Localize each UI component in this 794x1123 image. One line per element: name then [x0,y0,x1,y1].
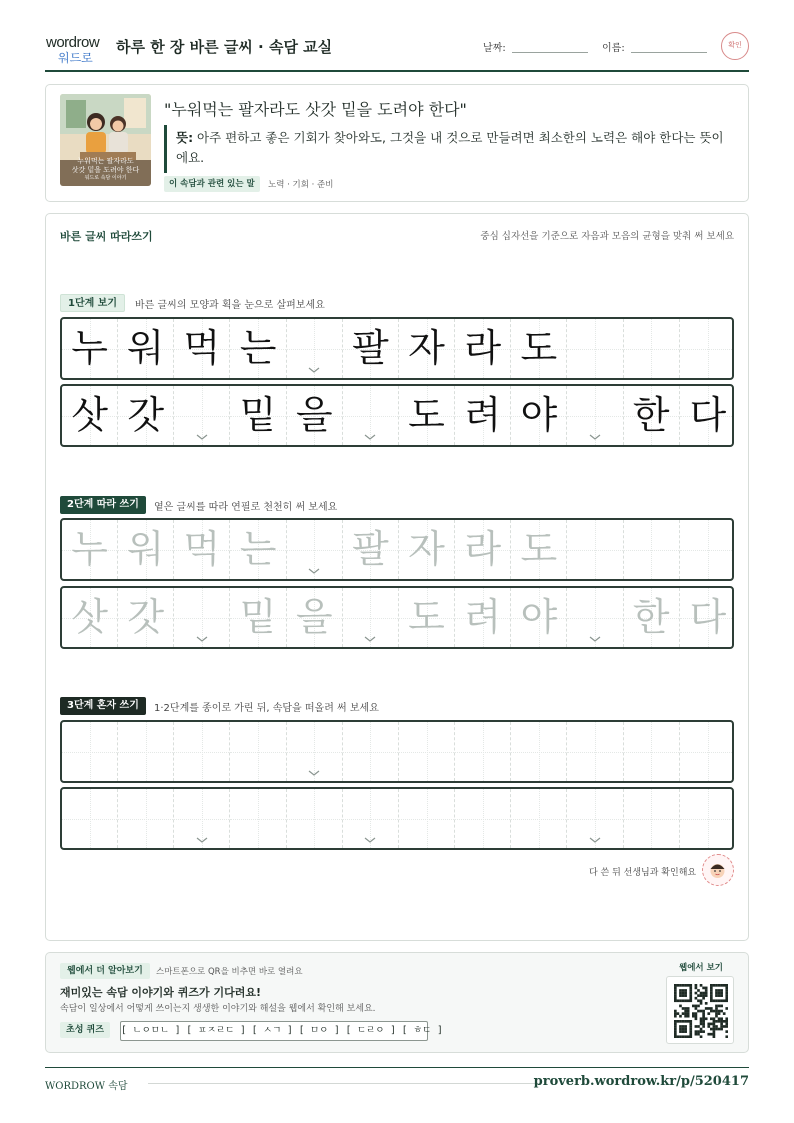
practice-glyph: 을 [295,594,333,639]
grid-cell[interactable] [230,722,286,781]
grid-cell [567,319,623,378]
caption-line-3: 워드로 속담 이야기 [84,175,127,181]
grid-cell[interactable] [118,789,174,848]
practice-glyph: 삿 [71,594,108,639]
name-label: 이름: [602,43,625,54]
grid-cell[interactable] [287,789,343,848]
grid-cell[interactable] [62,789,118,848]
practice-glyph: 려 [464,594,502,639]
related-words: 노력 · 기회 · 준비 [268,180,334,190]
space-mark-icon [364,434,376,440]
grid-cell[interactable] [455,588,511,647]
practice-glyph: 한 [632,392,670,437]
chosung-quiz: [ ㄴㅇㅁㄴ ] [ ㅍㅈㄹㄷ ] [ ㅅㄱ ] [ ㅁㅇ ] [ ㄷㄹㅇ ] [ ㅎㄷ ] [120,1021,428,1041]
logo-korean: 워드로 [58,51,93,65]
step-3-row-1[interactable] [60,720,734,783]
illustration-caption [60,157,151,182]
space-mark-icon [196,636,208,642]
practice-glyph: 자 [408,526,445,571]
grid-cell[interactable] [455,722,511,781]
grid-cell [62,319,118,378]
practice-glyph: 야 [520,594,558,639]
practice-glyph: 갓 [127,392,165,437]
grid-cell [343,319,399,378]
qr-code[interactable] [666,976,734,1044]
grid-cell [680,319,734,378]
grid-cell [624,319,680,378]
teacher-check-note: 다 쓴 뒤 선생님과 확인해요 [589,868,697,878]
space-mark-icon [589,837,601,843]
grid-cell[interactable] [343,722,399,781]
grid-cell[interactable] [567,588,623,647]
grid-cell [511,386,567,445]
grid-cell [118,386,174,445]
grid-cell[interactable] [174,520,230,579]
grid-cell[interactable] [399,789,455,848]
step-3-description: 1·2단계를 종이로 가린 뒤, 속담을 떠올려 써 보세요 [154,703,379,714]
grid-cell[interactable] [230,520,286,579]
practice-glyph: 는 [239,526,277,571]
step-1-description: 바른 글씨의 모양과 획을 눈으로 살펴보세요 [135,300,325,311]
grid-cell[interactable] [511,789,567,848]
grid-cell[interactable] [118,588,174,647]
practice-glyph: 라 [464,526,502,571]
practice-glyph: 누 [71,325,108,370]
grid-cell [567,386,623,445]
grid-cell[interactable] [399,520,455,579]
practice-glyph: 라 [464,325,502,370]
space-mark-icon [196,837,208,843]
grid-cell[interactable] [343,588,399,647]
grid-cell[interactable] [343,789,399,848]
space-mark-icon [589,434,601,440]
space-mark-icon [364,837,376,843]
practice-glyph: 다 [689,594,727,639]
worksheet-title: 하루 한 장 바른 글씨 · 속담 교실 [116,38,333,56]
practice-glyph: 도 [408,594,445,639]
grid-cell[interactable] [399,588,455,647]
space-mark-icon [308,367,320,373]
grid-cell[interactable] [624,789,680,848]
grid-cell [399,386,455,445]
grid-cell[interactable] [680,789,734,848]
step-2-row-1[interactable] [60,518,734,581]
grid-cell [455,386,511,445]
step-3-row-2[interactable] [60,787,734,850]
date-label: 날짜: [483,43,506,54]
proverb-illustration [60,94,151,186]
grid-cell [511,319,567,378]
grid-cell[interactable] [287,588,343,647]
grid-cell[interactable] [511,588,567,647]
grid-cell[interactable] [511,722,567,781]
practice-glyph: 팔 [352,526,389,571]
practice-glyph: 워 [127,526,165,571]
check-stamp-icon: 확인 [721,32,749,60]
meaning-accent-bar [164,125,167,173]
grid-cell [230,386,286,445]
space-mark-icon [308,770,320,776]
practice-glyph: 도 [520,325,558,370]
practice-glyph: 밑 [239,392,277,437]
step-3-badge: 3단계 혼자 쓰기 [60,697,146,715]
practice-glyph: 한 [632,594,670,639]
practice-glyph: 워 [127,325,165,370]
practice-glyph: 누 [71,526,108,571]
web-more-badge: 웹에서 더 알아보기 [60,963,150,979]
practice-glyph: 려 [464,392,502,437]
grid-cell[interactable] [624,588,680,647]
grid-cell[interactable] [118,520,174,579]
grid-cell[interactable] [680,520,734,579]
grid-cell[interactable] [287,722,343,781]
grid-cell[interactable] [230,588,286,647]
step-2-badge: 2단계 따라 쓰기 [60,496,146,514]
grid-cell[interactable] [511,520,567,579]
practice-glyph: 을 [295,392,333,437]
practice-glyph: 먹 [183,526,221,571]
practice-glyph: 는 [239,325,277,370]
step-1-row-2 [60,384,734,447]
grid-cell[interactable] [680,588,734,647]
space-mark-icon [589,636,601,642]
proverb-meaning [176,128,724,168]
grid-cell[interactable] [624,520,680,579]
qr-hint: 스마트폰으로 QR을 비추면 바로 열려요 [156,967,303,977]
grid-cell[interactable] [174,588,230,647]
grid-cell[interactable] [118,722,174,781]
grid-cell [343,386,399,445]
proverb-card [45,84,749,202]
caption-line-2: 삿갓 밑을 도려야 한다 [71,166,140,174]
meaning-text: 아주 편하고 좋은 기회가 찾아와도, 그것을 내 것으로 만들려면 최소한의 노력은 해야 한다는 뜻이에요. [176,130,724,165]
qr-code-icon [674,984,728,1038]
practice-glyph: 다 [689,392,727,437]
grid-cell[interactable] [567,722,623,781]
grid-cell[interactable] [287,520,343,579]
handwriting-practice [45,213,749,941]
web-subtext: 속담이 일상에서 어떻게 쓰이는지 생생한 이야기와 해설을 웹에서 확인해 보세요. [60,1004,376,1014]
chosung-quiz-label: 초성 퀴즈 [60,1022,110,1038]
grid-cell [174,319,230,378]
grid-cell [399,319,455,378]
grid-cell[interactable] [567,520,623,579]
space-mark-icon [364,636,376,642]
step-1-badge: 1단계 보기 [60,294,125,312]
qr-label: 웹에서 보기 [679,963,724,973]
meaning-label: 뜻: [176,130,194,145]
practice-glyph: 야 [520,392,558,437]
practice-glyph: 삿 [71,392,108,437]
grid-cell [174,386,230,445]
step-2-row-2[interactable] [60,586,734,649]
grid-cell [455,319,511,378]
practice-title: 바른 글씨 따라쓰기 [60,230,153,243]
related-words-badge: 이 속담과 관련 있는 말 [164,176,260,192]
practice-glyph: 도 [408,392,445,437]
wordrow-logo [45,34,109,64]
grid-cell[interactable] [62,722,118,781]
practice-glyph: 먹 [183,325,221,370]
footer-brand: WORDROW 속담 [45,1081,128,1092]
footer-rule [148,1083,540,1084]
grid-cell[interactable] [680,722,734,781]
web-more-section [45,952,749,1053]
step-1-row-1 [60,317,734,380]
practice-glyph: 갓 [127,594,165,639]
grid-cell [680,386,734,445]
caption-line-1: 누워먹는 팔자라도 [77,157,134,165]
grid-cell[interactable] [399,722,455,781]
grid-cell [287,319,343,378]
grid-cell[interactable] [174,789,230,848]
date-field[interactable] [512,52,588,53]
logo-wordmark: wordrow [46,34,100,51]
space-mark-icon [196,434,208,440]
practice-glyph: 자 [408,325,445,370]
grid-cell [230,319,286,378]
practice-glyph: 팔 [352,325,389,370]
step-2-description: 옅은 글씨를 따라 연필로 천천히 써 보세요 [154,502,338,513]
practice-glyph: 도 [520,526,558,571]
grid-cell[interactable] [567,789,623,848]
grid-cell [287,386,343,445]
teacher-stamp-icon [702,854,734,886]
practice-note: 중심 십자선을 기준으로 자음과 모음의 균형을 맞춰 써 보세요 [480,231,734,242]
grid-cell[interactable] [62,588,118,647]
page-header [45,28,749,72]
grid-cell[interactable] [174,722,230,781]
space-mark-icon [308,568,320,574]
practice-glyph: 밑 [239,594,277,639]
grid-cell[interactable] [624,722,680,781]
web-headline: 재미있는 속담 이야기와 퀴즈가 기다려요! [60,986,261,999]
grid-cell[interactable] [62,520,118,579]
grid-cell[interactable] [455,520,511,579]
proverb-title: "누워먹는 팔자라도 삿갓 밑을 도려야 한다" [164,100,467,119]
grid-cell [62,386,118,445]
name-field[interactable] [631,52,707,53]
footer-divider [45,1067,749,1068]
grid-cell[interactable] [230,789,286,848]
grid-cell [118,319,174,378]
footer-url[interactable]: proverb.wordrow.kr/p/520417 [533,1074,749,1089]
grid-cell[interactable] [455,789,511,848]
grid-cell[interactable] [343,520,399,579]
grid-cell [624,386,680,445]
